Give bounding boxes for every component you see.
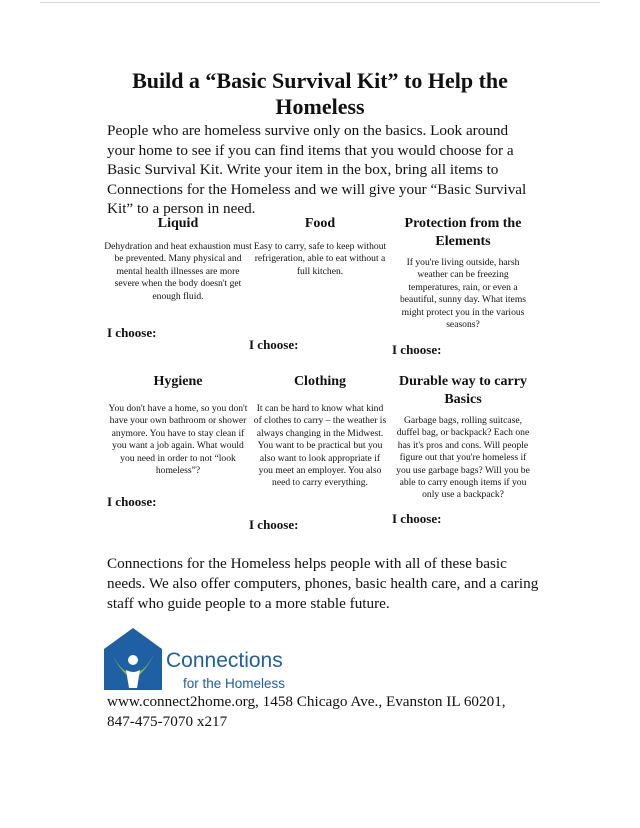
- intro-paragraph: People who are homeless survive only on the basics. Look around your home to see if you can find items that you would choose for a Basic Survival Kit. Write your item in the box, bring all items to Connections for the Homeless and we will give your “Basic Survival Kit” to a person in need.: [107, 122, 527, 217]
- category-heading: Durable way to carry Basics: [399, 374, 527, 407]
- category-clothing: [252, 373, 388, 490]
- logo-name: Connections: [166, 649, 283, 672]
- choose-label-protection: I choose:: [392, 342, 442, 357]
- category-heading: Food: [304, 216, 336, 231]
- category-description: Dehydration and heat exhaustion must be prevented. Many physical and mental health illnesses are more severe when the body doesn't get enough fluid.: [104, 241, 252, 302]
- category-description: It can be hard to know what kind of clothes to carry – the weather is always changing in the Midwest. You want to be practical but you also want to look appropriate if you meet an employer. You also need to carry everything.: [253, 403, 387, 489]
- category-description: Easy to carry, safe to keep without refrigeration, able to eat without a full kitchen.: [253, 241, 387, 277]
- choose-label-clothing: I choose:: [249, 517, 299, 532]
- category-heading: Clothing: [293, 374, 347, 389]
- page-title: Build a “Basic Survival Kit” to Help the Homeless: [132, 68, 508, 119]
- category-description: If you're living outside, harsh weather can be freezing temperatures, rain, or even a beautiful, sunny day. What items might protect you in the various seasons?: [399, 257, 527, 331]
- top-divider: [40, 2, 600, 3]
- category-food: [252, 215, 388, 278]
- choose-label-hygiene: I choose:: [107, 494, 157, 509]
- category-carry: [392, 373, 534, 502]
- logo-subtitle: for the Homeless: [183, 676, 286, 691]
- category-protection: [392, 215, 534, 331]
- category-liquid: [104, 215, 252, 303]
- category-description: You don't have a home, so you don't have your own bathroom or shower anymore. You have to stay clean if you want a job again. What would you need in order to not “look homeless”?: [108, 403, 248, 477]
- category-heading: Protection from the Elements: [404, 216, 522, 249]
- connections-logo-icon: [104, 628, 162, 690]
- choose-label-carry: I choose:: [392, 511, 442, 526]
- category-description: Garbage bags, rolling suitcase, duffel bag, or backpack? Each one has it's pros and cons. Will people figure out that you're homeless if you use garbage bags? Will you be able to carry enough items if you only use a backpack?: [396, 415, 530, 501]
- contact-info: www.connect2home.org, 1458 Chicago Ave., Evanston IL 60201, 847-475-7070 x217: [107, 693, 506, 730]
- closing-paragraph: Connections for the Homeless helps people with all of these basic needs. We also offer computers, phones, basic health care, and a caring staff who guide people to a more stable future.: [107, 555, 539, 612]
- logo-person-head: [128, 655, 138, 665]
- category-hygiene: [104, 373, 252, 477]
- category-heading: Hygiene: [153, 374, 203, 389]
- category-heading: Liquid: [157, 216, 199, 231]
- choose-label-liquid: I choose:: [107, 325, 157, 340]
- choose-label-food: I choose:: [249, 337, 299, 352]
